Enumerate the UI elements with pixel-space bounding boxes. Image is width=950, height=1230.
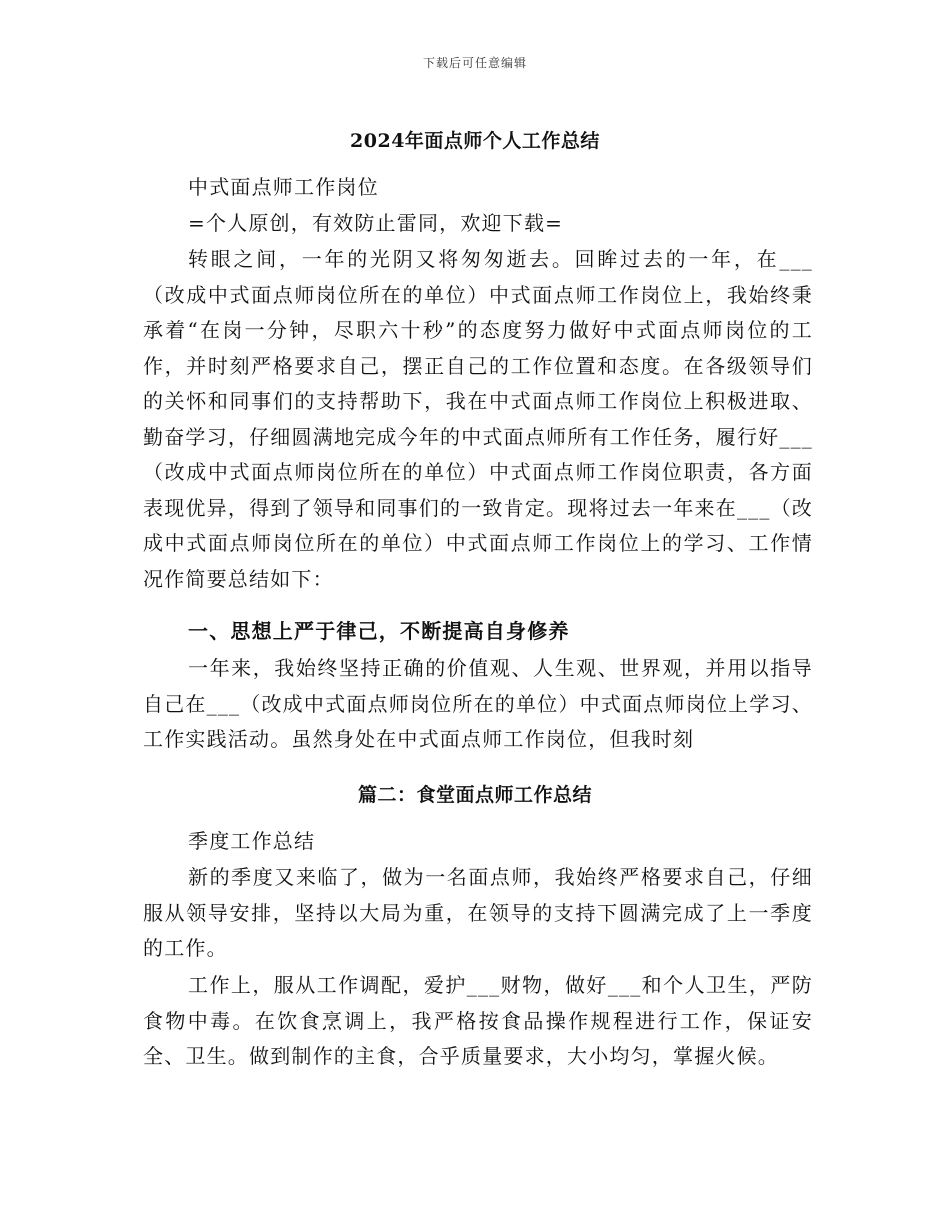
document-title: 2024年面点师个人工作总结 [350,130,600,152]
section1-notice: =个人原创，有效防止雷同，欢迎下载= [188,211,564,235]
section2-paragraph-2: 工作上，服从工作调配，爱护___财物，做好___和个人卫生，严防食物中毒。在饮食烹调上，我严格按食品操作规程进行工作，保证安全、卫生。做到制作的主食，合乎质量要求，大小均匀，掌握火候。 [143,973,813,1068]
section2-title: 篇二：食堂面点师工作总结 [357,784,592,806]
section2-subtitle: 季度工作总结 [188,829,316,853]
header-note: 下载后可任意编辑 [422,56,527,70]
section2-paragraph-1: 新的季度又来临了，做为一名面点师，我始终严格要求自己，仔细服从领导安排，坚持以大局为重，在领导的支持下圆满完成了上一季度的工作。 [143,865,813,960]
section1-subtitle: 中式面点师工作岗位 [188,175,379,199]
section1-heading-1: 一、思想上严于律己，不断提高自身修养 [188,619,570,643]
section1-paragraph-2: 一年来，我始终坚持正确的价值观、人生观、世界观，并用以指导自己在___（改成中式面点师岗位所在的单位）中式面点师岗位上学习、工作实践活动。虽然身处在中式面点师工作岗位，但我时刻 [143,656,813,751]
section1-paragraph-1: 转眼之间，一年的光阴又将匆匆逝去。回眸过去的一年，在___（改成中式面点师岗位所在的单位）中式面点师工作岗位上，我始终秉承着“在岗一分钟，尽职六十秒”的态度努力做好中式面点师岗位的工作，并时刻严格要求自己，摆正自己的工作位置和态度。在各级领导们的关怀和同事们的支持帮助下，我在中式面点师工作岗位上积极进取、勤奋学习，仔细圆满地完成今年的中式面点师所有工作任务，履行好___（改成中式面点师岗位所在的单位）中式面点师工作岗位职责，各方面表现优异，得到了领导和同事们的一致肯定。现将过去一年来在___（改成中式面点师岗位所在的单位）中式面点师工作岗位上的学习、工作情况作简要总结如下： [143,247,813,591]
